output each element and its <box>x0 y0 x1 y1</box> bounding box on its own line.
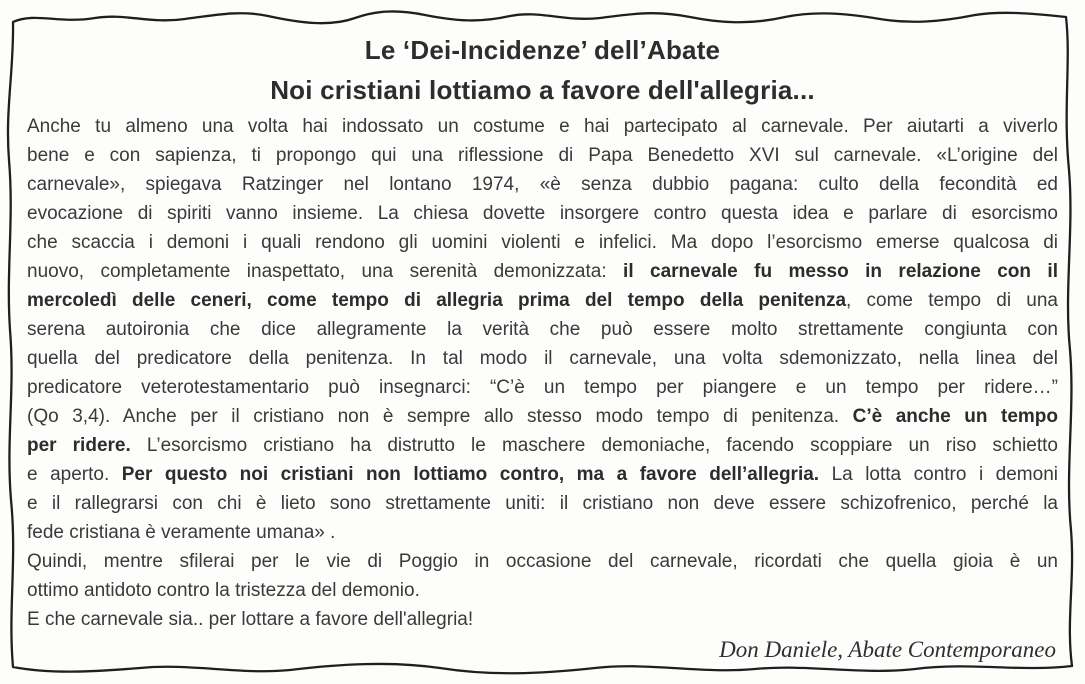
text-segment: bene e con sapienza, ti propongo qui una riflessione di Papa Benedetto XVI sul carnevale. «L’origine del <box>27 145 1058 166</box>
text-line <box>27 228 1058 257</box>
text-segment: La lotta contro i demoni <box>819 464 1058 485</box>
text-line <box>27 286 1058 315</box>
text-segment: serena autoironia che dice allegramente la verità che può essere molto strettamente congiunta con <box>27 319 1058 340</box>
document-subtitle: Noi cristiani lottiamo a favore dell'allegria... <box>270 75 815 105</box>
bold-text-segment: Per questo noi cristiani non lottiamo contro, ma a favore dell’allegria. <box>121 464 820 485</box>
text-line <box>27 112 1058 141</box>
text-line <box>27 460 1058 489</box>
bold-text-segment: per ridere. <box>27 435 131 456</box>
text-line <box>27 605 1058 634</box>
text-segment: , come tempo di una <box>846 290 1058 311</box>
text-line <box>27 315 1058 344</box>
text-segment: Quindi, mentre sfilerai per le vie di Poggio in occasione del carnevale, ricordati che quella gioia è un <box>27 551 1058 572</box>
text-segment: che scaccia i demoni i quali rendono gli uomini violenti e infelici. Ma dopo l’esorcismo emerse qualcosa di <box>27 232 1058 253</box>
text-segment: e aperto. <box>27 464 122 485</box>
text-segment: nuovo, completamente inaspettato, una serenità demonizzata: <box>27 261 624 282</box>
text-line <box>27 402 1058 431</box>
text-line <box>27 199 1058 228</box>
body-lines <box>27 112 1058 634</box>
text-line <box>27 170 1058 199</box>
text-segment: evocazione di spiriti vanno insieme. La chiesa dovette insorgere contro questa idea e parlare di esorcismo <box>27 203 1058 224</box>
text-segment: quella del predicatore della penitenza. In tal modo il carnevale, una volta sdemonizzato, nella linea del <box>27 348 1058 369</box>
text-line <box>27 489 1058 518</box>
document-content <box>27 30 1058 663</box>
text-segment: E che carnevale sia.. per lottare a favore dell'allegria! <box>27 609 474 630</box>
text-line <box>27 344 1058 373</box>
bold-text-segment: C’è anche un tempo <box>852 406 1059 427</box>
text-line <box>27 518 1058 547</box>
bold-text-segment: il carnevale fu messo in relazione con il <box>623 261 1058 282</box>
text-line <box>27 431 1058 460</box>
text-segment: fede cristiana è veramente umana» . <box>27 522 336 543</box>
text-line <box>27 547 1058 576</box>
text-segment: carnevale», spiegava Ratzinger nel lontano 1974, «è senza dubbio pagana: culto della fecondità ed <box>27 174 1058 195</box>
text-segment: ottimo antidoto contro la tristezza del demonio. <box>27 580 420 601</box>
text-segment: e il rallegrarsi con chi è lieto sono strettamente uniti: il cristiano non deve essere schizofrenico, perché la <box>27 493 1058 514</box>
document-title: Le ‘Dei-Incidenze’ dell’Abate <box>364 35 721 65</box>
text-line <box>27 576 1058 605</box>
text-segment: predicatore veterotestamentario può insegnarci: “C’è un tempo per piangere e un tempo per ridere…” <box>27 377 1058 398</box>
text-segment: (Qo 3,4). Anche per il cristiano non è sempre allo stesso modo tempo di penitenza. <box>27 406 853 427</box>
signature: Don Daniele, Abate Contemporaneo <box>719 637 1056 662</box>
text-segment: Anche tu almeno una volta hai indossato un costume e hai partecipato al carnevale. Per aiutarti a viverlo <box>27 116 1058 137</box>
text-line <box>27 373 1058 402</box>
bold-text-segment: mercoledì delle ceneri, come tempo di allegria prima del tempo della penitenza <box>27 290 847 311</box>
text-line <box>27 257 1058 286</box>
text-segment: L’esorcismo cristiano ha distrutto le maschere demoniache, facendo scoppiare un riso schietto <box>130 435 1058 456</box>
text-line <box>27 141 1058 170</box>
